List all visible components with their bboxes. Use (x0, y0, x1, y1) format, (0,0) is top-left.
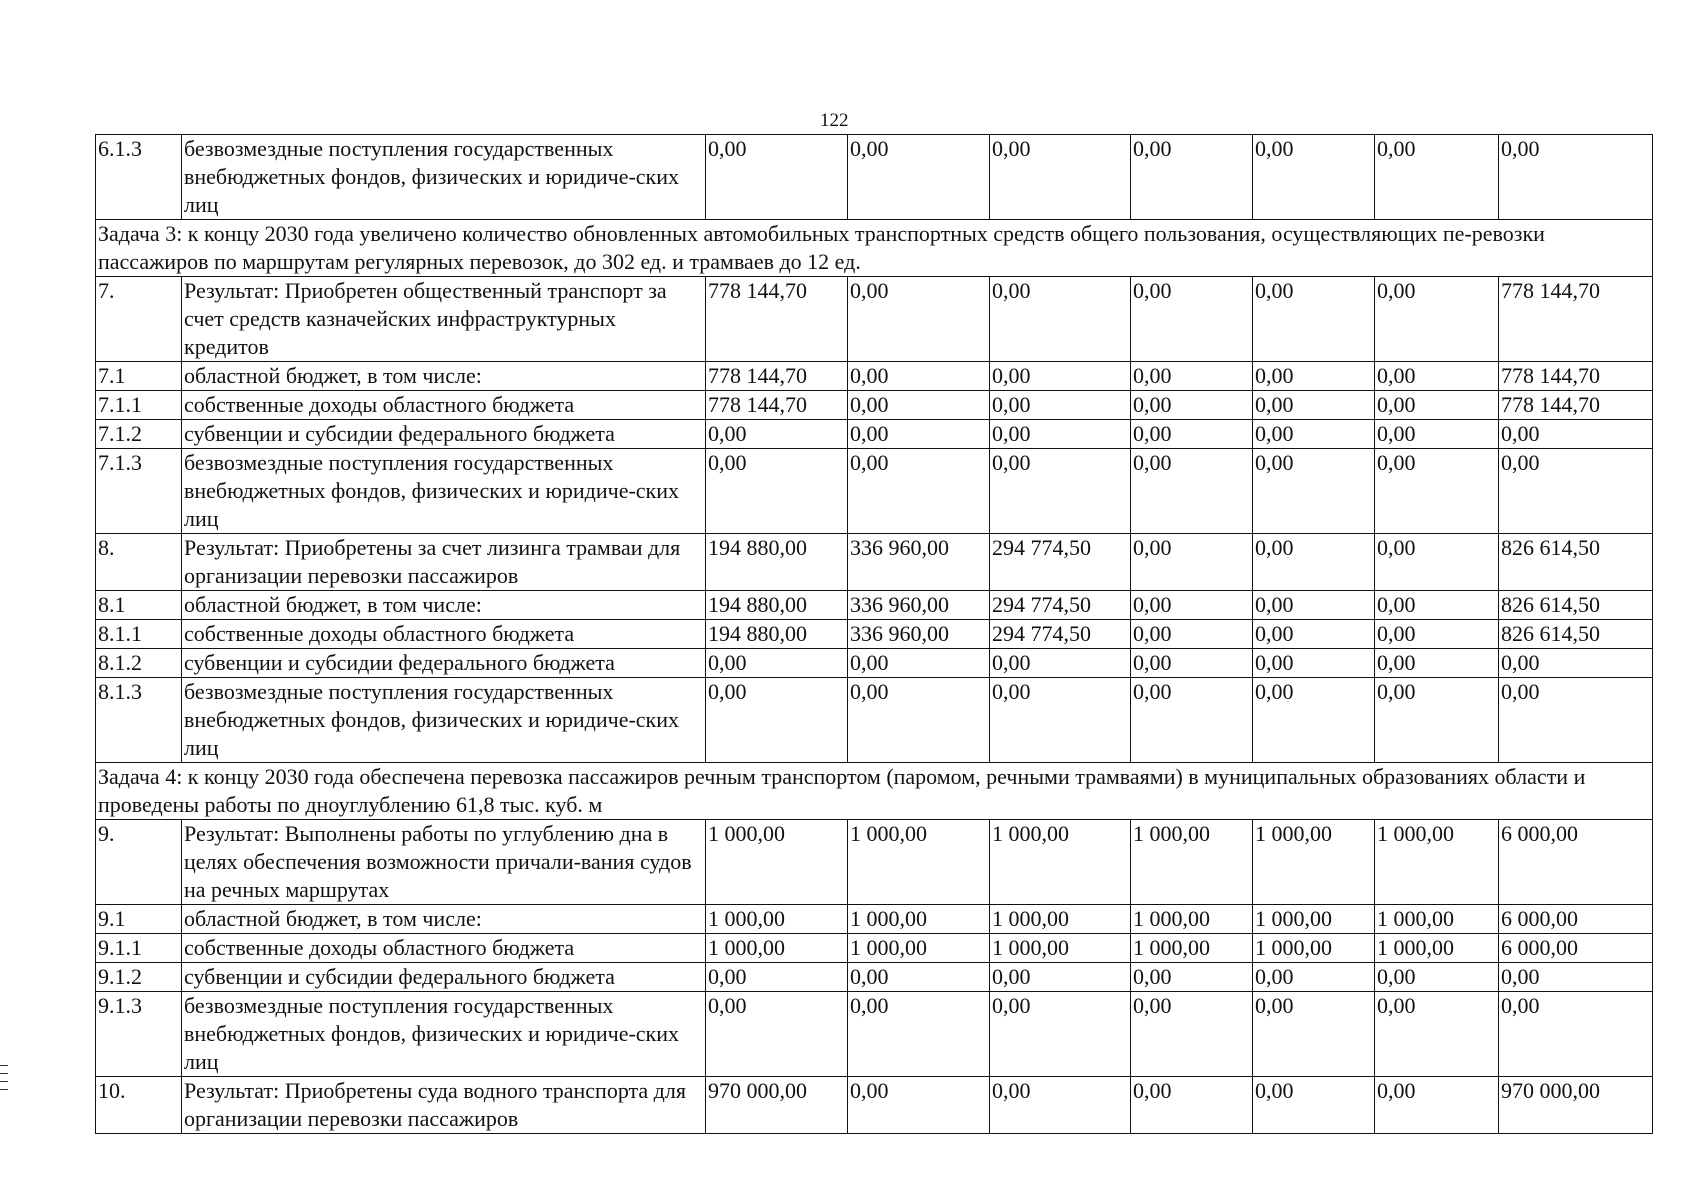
value-cell: 0,00 (1253, 591, 1375, 620)
value-cell: 0,00 (1375, 963, 1499, 992)
row-description: собственные доходы областного бюджета (182, 620, 706, 649)
row-number: 6.1.3 (96, 135, 182, 220)
value-cell: 1 000,00 (1375, 905, 1499, 934)
row-number: 7.1.3 (96, 449, 182, 534)
value-cell: 826 614,50 (1499, 620, 1653, 649)
value-cell: 0,00 (1375, 649, 1499, 678)
row-number: 10. (96, 1077, 182, 1134)
value-cell: 0,00 (706, 135, 848, 220)
value-cell: 0,00 (1375, 449, 1499, 534)
value-cell: 778 144,70 (706, 391, 848, 420)
value-cell: 0,00 (706, 649, 848, 678)
value-cell: 970 000,00 (1499, 1077, 1653, 1134)
value-cell: 0,00 (990, 362, 1131, 391)
value-cell: 1 000,00 (848, 934, 990, 963)
row-description: Результат: Приобретен общественный транспорт за счет средств казначейских инфраструктурных кредитов (182, 277, 706, 362)
row-description: собственные доходы областного бюджета (182, 391, 706, 420)
value-cell: 0,00 (848, 963, 990, 992)
value-cell: 1 000,00 (1253, 934, 1375, 963)
budget-table-body (96, 135, 1653, 1134)
row-number: 9.1.3 (96, 992, 182, 1077)
value-cell: 0,00 (1131, 992, 1253, 1077)
value-cell: 194 880,00 (706, 591, 848, 620)
value-cell: 6 000,00 (1499, 905, 1653, 934)
value-cell: 1 000,00 (990, 820, 1131, 905)
table-row (96, 620, 1653, 649)
value-cell: 0,00 (706, 963, 848, 992)
task-description: Задача 4: к концу 2030 года обеспечена перевозка пассажиров речным транспортом (паромом, речными трамваями) в муниципальных образованиях области и проведены работы по дноуглублению 61,8 тыс. куб. м (96, 763, 1653, 820)
table-row (96, 591, 1653, 620)
value-cell: 1 000,00 (1131, 934, 1253, 963)
row-number: 8.1 (96, 591, 182, 620)
value-cell: 0,00 (848, 277, 990, 362)
value-cell: 0,00 (1131, 534, 1253, 591)
value-cell: 0,00 (1375, 992, 1499, 1077)
budget-table (95, 134, 1653, 1134)
row-number: 8.1.3 (96, 678, 182, 763)
row-number: 8.1.2 (96, 649, 182, 678)
value-cell: 0,00 (1375, 362, 1499, 391)
row-number: 9.1 (96, 905, 182, 934)
value-cell: 826 614,50 (1499, 534, 1653, 591)
value-cell: 0,00 (706, 449, 848, 534)
value-cell: 0,00 (1253, 1077, 1375, 1134)
value-cell: 0,00 (1375, 1077, 1499, 1134)
row-description: Результат: Приобретены суда водного транспорта для организации перевозки пассажиров (182, 1077, 706, 1134)
value-cell: 294 774,50 (990, 591, 1131, 620)
value-cell: 0,00 (1131, 362, 1253, 391)
value-cell: 0,00 (1499, 449, 1653, 534)
value-cell: 0,00 (1131, 591, 1253, 620)
value-cell: 0,00 (1131, 135, 1253, 220)
value-cell: 0,00 (990, 1077, 1131, 1134)
row-description: собственные доходы областного бюджета (182, 934, 706, 963)
value-cell: 294 774,50 (990, 620, 1131, 649)
value-cell: 0,00 (1253, 534, 1375, 591)
value-cell: 0,00 (848, 1077, 990, 1134)
value-cell: 0,00 (706, 420, 848, 449)
value-cell: 0,00 (990, 277, 1131, 362)
value-cell: 0,00 (1375, 277, 1499, 362)
value-cell: 0,00 (1253, 362, 1375, 391)
row-description: субвенции и субсидии федерального бюджета (182, 420, 706, 449)
value-cell: 0,00 (1253, 678, 1375, 763)
value-cell: 336 960,00 (848, 591, 990, 620)
value-cell: 0,00 (1131, 678, 1253, 763)
value-cell: 0,00 (1253, 649, 1375, 678)
table-row (96, 820, 1653, 905)
value-cell: 0,00 (1253, 277, 1375, 362)
row-number: 7. (96, 277, 182, 362)
row-description: безвозмездные поступления государственных внебюджетных фондов, физических и юридиче-ских лиц (182, 135, 706, 220)
value-cell: 778 144,70 (706, 277, 848, 362)
value-cell: 0,00 (1375, 678, 1499, 763)
value-cell: 194 880,00 (706, 620, 848, 649)
value-cell: 0,00 (848, 649, 990, 678)
value-cell: 1 000,00 (1253, 820, 1375, 905)
value-cell: 0,00 (990, 449, 1131, 534)
value-cell: 0,00 (1253, 963, 1375, 992)
value-cell: 0,00 (1499, 963, 1653, 992)
row-description: областной бюджет, в том числе: (182, 362, 706, 391)
page-number: 122 (820, 110, 849, 131)
value-cell: 0,00 (1499, 992, 1653, 1077)
table-row (96, 277, 1653, 362)
value-cell: 0,00 (848, 992, 990, 1077)
row-number: 8.1.1 (96, 620, 182, 649)
row-description: областной бюджет, в том числе: (182, 591, 706, 620)
value-cell: 0,00 (1253, 449, 1375, 534)
value-cell: 0,00 (1375, 591, 1499, 620)
value-cell: 0,00 (1253, 391, 1375, 420)
row-description: Результат: Приобретены за счет лизинга трамваи для организации перевозки пассажиров (182, 534, 706, 591)
value-cell: 0,00 (1375, 420, 1499, 449)
task-description: Задача 3: к концу 2030 года увеличено количество обновленных автомобильных транспортных средств общего пользования, осуществляющих пе-ревозки пассажиров по маршрутам регулярных перевозок, до 302 ед. и трамваев до 12 ед. (96, 220, 1653, 277)
table-row (96, 934, 1653, 963)
row-number: 9.1.2 (96, 963, 182, 992)
value-cell: 0,00 (1131, 277, 1253, 362)
value-cell: 0,00 (990, 649, 1131, 678)
value-cell: 970 000,00 (706, 1077, 848, 1134)
value-cell: 0,00 (848, 135, 990, 220)
table-row (96, 905, 1653, 934)
row-number: 7.1.1 (96, 391, 182, 420)
value-cell: 0,00 (848, 362, 990, 391)
row-description: безвозмездные поступления государственных внебюджетных фондов, физических и юридиче-ских лиц (182, 449, 706, 534)
row-description: областной бюджет, в том числе: (182, 905, 706, 934)
table-row (96, 649, 1653, 678)
value-cell: 0,00 (1375, 620, 1499, 649)
table-row (96, 992, 1653, 1077)
value-cell: 294 774,50 (990, 534, 1131, 591)
task-row (96, 763, 1653, 820)
row-number: 8. (96, 534, 182, 591)
value-cell: 0,00 (1253, 992, 1375, 1077)
value-cell: 0,00 (848, 678, 990, 763)
value-cell: 6 000,00 (1499, 934, 1653, 963)
row-description: Результат: Выполнены работы по углублению дна в целях обеспечения возможности причали-вания судов на речных маршрутах (182, 820, 706, 905)
value-cell: 1 000,00 (706, 934, 848, 963)
value-cell: 0,00 (848, 420, 990, 449)
value-cell: 0,00 (1131, 620, 1253, 649)
table-row (96, 135, 1653, 220)
value-cell: 1 000,00 (706, 820, 848, 905)
value-cell: 0,00 (1499, 135, 1653, 220)
value-cell: 0,00 (1131, 420, 1253, 449)
value-cell: 778 144,70 (1499, 362, 1653, 391)
table-row (96, 420, 1653, 449)
value-cell: 0,00 (1499, 678, 1653, 763)
table-row (96, 391, 1653, 420)
value-cell: 0,00 (1131, 391, 1253, 420)
value-cell: 778 144,70 (1499, 391, 1653, 420)
value-cell: 0,00 (1499, 649, 1653, 678)
table-row (96, 963, 1653, 992)
value-cell: 0,00 (1253, 135, 1375, 220)
task-row (96, 220, 1653, 277)
value-cell: 0,00 (1253, 420, 1375, 449)
scan-edge-marks (0, 1065, 8, 1097)
table-row (96, 362, 1653, 391)
value-cell: 0,00 (1131, 1077, 1253, 1134)
row-description: безвозмездные поступления государственных внебюджетных фондов, физических и юридиче-ских лиц (182, 678, 706, 763)
value-cell: 826 614,50 (1499, 591, 1653, 620)
value-cell: 1 000,00 (1253, 905, 1375, 934)
value-cell: 1 000,00 (990, 905, 1131, 934)
row-description: субвенции и субсидии федерального бюджета (182, 649, 706, 678)
value-cell: 0,00 (990, 420, 1131, 449)
value-cell: 0,00 (990, 391, 1131, 420)
value-cell: 336 960,00 (848, 534, 990, 591)
value-cell: 0,00 (990, 963, 1131, 992)
row-number: 9.1.1 (96, 934, 182, 963)
value-cell: 1 000,00 (1375, 820, 1499, 905)
row-description: безвозмездные поступления государственных внебюджетных фондов, физических и юридиче-ских лиц (182, 992, 706, 1077)
value-cell: 0,00 (1131, 649, 1253, 678)
value-cell: 1 000,00 (990, 934, 1131, 963)
value-cell: 0,00 (990, 678, 1131, 763)
value-cell: 0,00 (990, 135, 1131, 220)
value-cell: 0,00 (1131, 449, 1253, 534)
row-description: субвенции и субсидии федерального бюджета (182, 963, 706, 992)
table-row (96, 1077, 1653, 1134)
value-cell: 0,00 (990, 992, 1131, 1077)
value-cell: 1 000,00 (706, 905, 848, 934)
value-cell: 0,00 (1253, 620, 1375, 649)
value-cell: 6 000,00 (1499, 820, 1653, 905)
value-cell: 778 144,70 (1499, 277, 1653, 362)
value-cell: 1 000,00 (848, 820, 990, 905)
table-row (96, 534, 1653, 591)
table-row (96, 678, 1653, 763)
row-number: 9. (96, 820, 182, 905)
value-cell: 0,00 (706, 678, 848, 763)
row-number: 7.1 (96, 362, 182, 391)
value-cell: 0,00 (1499, 420, 1653, 449)
value-cell: 778 144,70 (706, 362, 848, 391)
value-cell: 336 960,00 (848, 620, 990, 649)
value-cell: 0,00 (1131, 963, 1253, 992)
value-cell: 1 000,00 (1131, 905, 1253, 934)
value-cell: 1 000,00 (848, 905, 990, 934)
value-cell: 0,00 (1375, 391, 1499, 420)
value-cell: 0,00 (848, 391, 990, 420)
value-cell: 194 880,00 (706, 534, 848, 591)
value-cell: 0,00 (1375, 534, 1499, 591)
value-cell: 0,00 (1375, 135, 1499, 220)
value-cell: 0,00 (848, 449, 990, 534)
value-cell: 0,00 (706, 992, 848, 1077)
table-row (96, 449, 1653, 534)
value-cell: 1 000,00 (1131, 820, 1253, 905)
row-number: 7.1.2 (96, 420, 182, 449)
value-cell: 1 000,00 (1375, 934, 1499, 963)
